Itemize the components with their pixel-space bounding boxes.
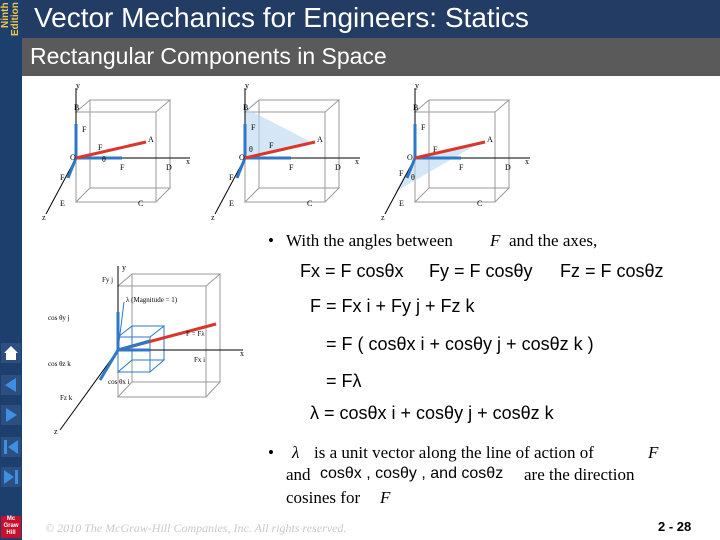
bullet-2-cosines: cosθx , cosθy , and cosθz (320, 465, 504, 482)
edition-label: Ninth Edition (0, 2, 21, 36)
label-b: B (413, 103, 419, 112)
label-y: y (245, 81, 249, 90)
bullet-1-text-a: With the angles between (286, 231, 453, 250)
bullet-2-and: and (286, 465, 311, 484)
bullet-2: • (268, 443, 274, 462)
bullet-2-vector-f-2: F (380, 488, 391, 507)
eq-lambda: λ = cosθx i + cosθy j + cosθz k (310, 403, 554, 423)
label-y: y (122, 263, 126, 272)
label-cosy: cos θy j (48, 314, 70, 322)
label-e: E (399, 199, 404, 208)
mcgraw-hill-logo: Mc Graw Hill (1, 516, 21, 538)
label-cosz: cos θz k (48, 360, 71, 368)
label-c: C (307, 199, 313, 208)
label-a: A (487, 135, 493, 144)
label-f: F (269, 141, 274, 150)
footer-copyright: © 2010 The McGraw-Hill Companies, Inc. All rights reserved. (45, 521, 347, 535)
label-fz: F (399, 169, 404, 178)
title-bar (22, 0, 720, 38)
label-x: x (355, 157, 359, 166)
label-f: F (98, 143, 103, 152)
label-thx: θ (102, 155, 106, 164)
eq-f-lambda: = Fλ (326, 371, 362, 391)
label-z: z (381, 213, 385, 222)
label-fy: F (251, 123, 256, 132)
label-fz: F (229, 173, 234, 182)
page-subtitle: Rectangular Components in Space (30, 43, 387, 69)
label-fy: F (421, 123, 426, 132)
bullet-2-text-a: is a unit vector along the line of action of (314, 443, 594, 462)
label-fx: F (459, 163, 464, 172)
label-fx: F (120, 163, 125, 172)
previous-icon[interactable] (0, 374, 22, 396)
label-d: D (505, 163, 511, 172)
label-fy: F (82, 125, 87, 134)
label-c: C (477, 199, 483, 208)
eq-fz: Fz = F cosθz (560, 261, 664, 281)
eq-fy: Fy = F cosθy (429, 261, 533, 281)
label-a: A (148, 135, 154, 144)
eq-f-cosines: = F ( cosθx i + cosθy j + cosθz k ) (326, 334, 594, 354)
bullet-2-lambda: λ (292, 443, 300, 462)
figure-angle-z (375, 80, 535, 222)
label-x: x (525, 157, 529, 166)
eq-fx: Fx = F cosθx (300, 261, 404, 281)
label-o: O (70, 153, 76, 162)
label-o: O (239, 153, 245, 162)
label-z: z (211, 213, 215, 222)
label-lambda: λ (Magnitude = 1) (126, 296, 178, 304)
eq-f-components: F = Fx i + Fy j + Fz k (310, 296, 475, 316)
bullet-2-text-b: are the direction (524, 465, 635, 484)
label-fzk: Fz k (60, 394, 73, 402)
label-ffl: F = Fλ (186, 330, 205, 338)
bullet-1: • (268, 231, 274, 250)
label-thz: θ (411, 173, 415, 182)
bullet-2-vector-f: F (648, 443, 659, 462)
bullet-1-vector-f: F (490, 231, 501, 250)
page-title: Vector Mechanics for Engineers: Statics (34, 2, 529, 33)
bullet-2-text-c: cosines for (286, 488, 361, 507)
home-icon[interactable] (0, 342, 22, 364)
label-f: F (433, 145, 438, 154)
label-fxi: Fx i (194, 356, 206, 364)
label-c: C (138, 199, 144, 208)
first-icon[interactable] (0, 436, 22, 458)
page-number: 2 - 28 (658, 519, 692, 534)
next-icon[interactable] (0, 404, 22, 426)
label-y: y (415, 81, 419, 90)
label-x: x (240, 349, 244, 358)
bullet-1-text-b: and the axes, (509, 231, 598, 250)
figure-unit-vector (38, 262, 250, 437)
label-b: B (243, 103, 249, 112)
label-fyj: Fy j (102, 276, 114, 284)
label-o: O (407, 153, 413, 162)
last-icon[interactable] (0, 466, 22, 488)
subtitle-bar (22, 38, 720, 76)
label-z: z (54, 427, 58, 436)
label-b: B (74, 103, 80, 112)
figure-angle-x (40, 80, 195, 222)
label-y: y (76, 81, 80, 90)
label-e: E (229, 199, 234, 208)
label-fz: F (60, 173, 65, 182)
label-fx: F (289, 163, 294, 172)
label-z: z (42, 213, 46, 222)
label-thy: θ (249, 145, 253, 154)
label-a: A (317, 135, 323, 144)
label-cosx: cos θx i (108, 378, 130, 386)
label-d: D (335, 163, 341, 172)
label-e: E (60, 199, 65, 208)
figure-angle-y (205, 80, 365, 222)
left-strip (0, 0, 22, 540)
label-x: x (186, 157, 190, 166)
label-d: D (166, 163, 172, 172)
